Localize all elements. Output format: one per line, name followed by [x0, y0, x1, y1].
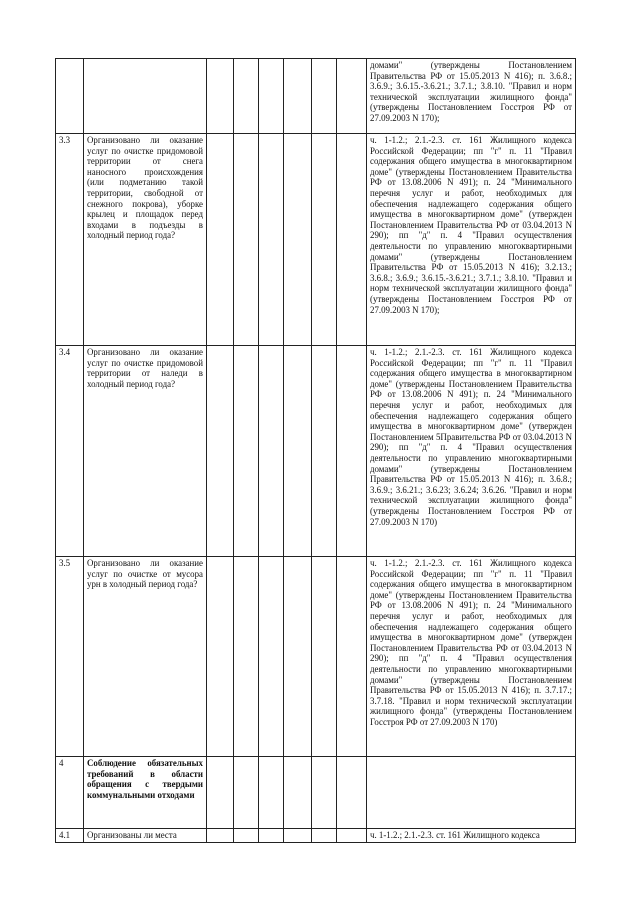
answer-cell	[234, 757, 259, 829]
answer-cell	[337, 829, 367, 843]
question-cell: Организовано ли оказание услуг по очистке придомовой территории от снега наносного происхождения (или подметанию такой территории, свободной от снежного покрова), уборке крылец и площадок перед входами в подъезды в холодный период года?	[84, 134, 207, 346]
question-cell: Организовано ли оказание услуг по очистке от мусора урн в холодный период года?	[84, 557, 207, 757]
answer-cell	[234, 829, 259, 843]
answer-cell	[234, 557, 259, 757]
legal-reference-cell: ч. 1-1.2.; 2.1.-2.3. ст. 161 Жилищного кодекса Российской Федерации; пп "г" п. 11 "Правил содержания общего имущества в многоквартирном доме" (утверждены Постановлением Правительства РФ от 13.08.2006 N 491); п. 24 "Минимального перечня услуг и работ, необходимых для обеспечения надлежащего содержания общего имущества в многоквартирном доме" (утвержден Постановлением Правительства РФ от 03.04.2013 N 290); пп "д" п. 4 "Правил осуществления деятельности по управлению многоквартирными домами" (утверждены Постановлением Правительства РФ от 15.05.2013 N 416); п. 3.7.17.; 3.7.18. "Правил и норм технической эксплуатации жилищного фонда" (утверждены Постановлением Госстроя РФ от 27.09.2003 N 170)	[367, 557, 576, 757]
answer-cell	[234, 134, 259, 346]
answer-cell	[312, 829, 337, 843]
answer-cell	[337, 59, 367, 134]
checklist-table	[55, 58, 576, 843]
answer-cell	[207, 134, 234, 346]
answer-cell	[234, 59, 259, 134]
legal-reference-cell: ч. 1-1.2.; 2.1.-2.3. ст. 161 Жилищного кодекса	[367, 829, 576, 843]
table-row	[56, 134, 576, 346]
answer-cell	[284, 757, 312, 829]
section-title: Соблюдение обязательных требований в области обращения с твердыми коммунальными отходами	[84, 757, 207, 829]
answer-cell	[312, 557, 337, 757]
item-number: 3.5	[56, 557, 84, 757]
answer-cell	[259, 134, 284, 346]
legal-reference-cell: ч. 1-1.2.; 2.1.-2.3. ст. 161 Жилищного кодекса Российской Федерации; пп "г" п. 11 "Правил содержания общего имущества в многоквартирном доме" (утверждены Постановлением Правительства РФ от 13.08.2006 N 491); п. 24 "Минимального перечня услуг и работ, необходимых для обеспечения надлежащего содержания общего имущества в многоквартирном доме" (утвержден Постановлением 5Правительства РФ от 03.04.2013 N 290); пп "д" п. 4 "Правил осуществления деятельности по управлению многоквартирными домами" (утверждены Постановлением Правительства РФ от 15.05.2013 N 416); п. 3.6.8.; 3.6.9.; 3.6.21.; 3.6.23; 3.6.24; 3.6.26. "Правил и норм технической эксплуатации жилищного фонда" (утверждены Постановлением Госстроя РФ от 27.09.2003 N 170)	[367, 346, 576, 557]
answer-cell	[207, 829, 234, 843]
answer-cell	[337, 557, 367, 757]
table-row	[56, 557, 576, 757]
answer-cell	[259, 757, 284, 829]
answer-cell	[259, 557, 284, 757]
answer-cell	[337, 346, 367, 557]
table-row	[56, 346, 576, 557]
item-number: 4.1	[56, 829, 84, 843]
item-number: 3.4	[56, 346, 84, 557]
legal-reference-cell: домами" (утверждены Постановлением Правительства РФ от 15.05.2013 N 416); п. 3.6.8.; 3.6.9.; 3.6.15.-3.6.21.; 3.7.1.; 3.8.10. "Правил и норм технической эксплуатации жилищного фонда" (утверждены Постановлением Госстроя РФ от 27.09.2003 N 170);	[367, 59, 576, 134]
answer-cell	[259, 346, 284, 557]
answer-cell	[207, 59, 234, 134]
answer-cell	[312, 346, 337, 557]
table-row	[56, 829, 576, 843]
answer-cell	[284, 134, 312, 346]
answer-cell	[312, 134, 337, 346]
answer-cell	[259, 829, 284, 843]
table-row	[56, 59, 576, 134]
question-cell: Организовано ли оказание услуг по очистке придомовой территории от наледи в холодный период года?	[84, 346, 207, 557]
question-cell: Организованы ли места	[84, 829, 207, 843]
answer-cell	[337, 757, 367, 829]
item-number	[56, 59, 84, 134]
legal-reference-cell: ч. 1-1.2.; 2.1.-2.3. ст. 161 Жилищного кодекса Российской Федерации; пп "г" п. 11 "Правил содержания общего имущества в многоквартирном доме" (утверждены Постановлением Правительства РФ от 13.08.2006 N 491); п. 24 "Минимального перечня услуг и работ, необходимых для обеспечения надлежащего содержания общего имущества в многоквартирном доме" (утвержден Постановлением Правительства РФ от 03.04.2013 N 290); пп "д" п. 4 "Правил осуществления деятельности по управлению многоквартирными домами" (утверждены Постановлением Правительства РФ от 15.05.2013 N 416); 3.2.13.; 3.6.8.; 3.6.9.; 3.6.15.-3.6.21.; 3.7.1.; 3.8.10. "Правил и норм технической эксплуатации жилищного фонда" (утверждены Постановлением Госстроя РФ от 27.09.2003 N 170);	[367, 134, 576, 346]
answer-cell	[284, 829, 312, 843]
answer-cell	[312, 59, 337, 134]
answer-cell	[312, 757, 337, 829]
answer-cell	[284, 346, 312, 557]
answer-cell	[207, 346, 234, 557]
answer-cell	[259, 59, 284, 134]
table-row	[56, 757, 576, 829]
answer-cell	[284, 59, 312, 134]
answer-cell	[207, 757, 234, 829]
item-number: 3.3	[56, 134, 84, 346]
question-cell	[84, 59, 207, 134]
answer-cell	[284, 557, 312, 757]
answer-cell	[337, 134, 367, 346]
legal-reference-cell	[367, 757, 576, 829]
section-number: 4	[56, 757, 84, 829]
answer-cell	[234, 346, 259, 557]
answer-cell	[207, 557, 234, 757]
